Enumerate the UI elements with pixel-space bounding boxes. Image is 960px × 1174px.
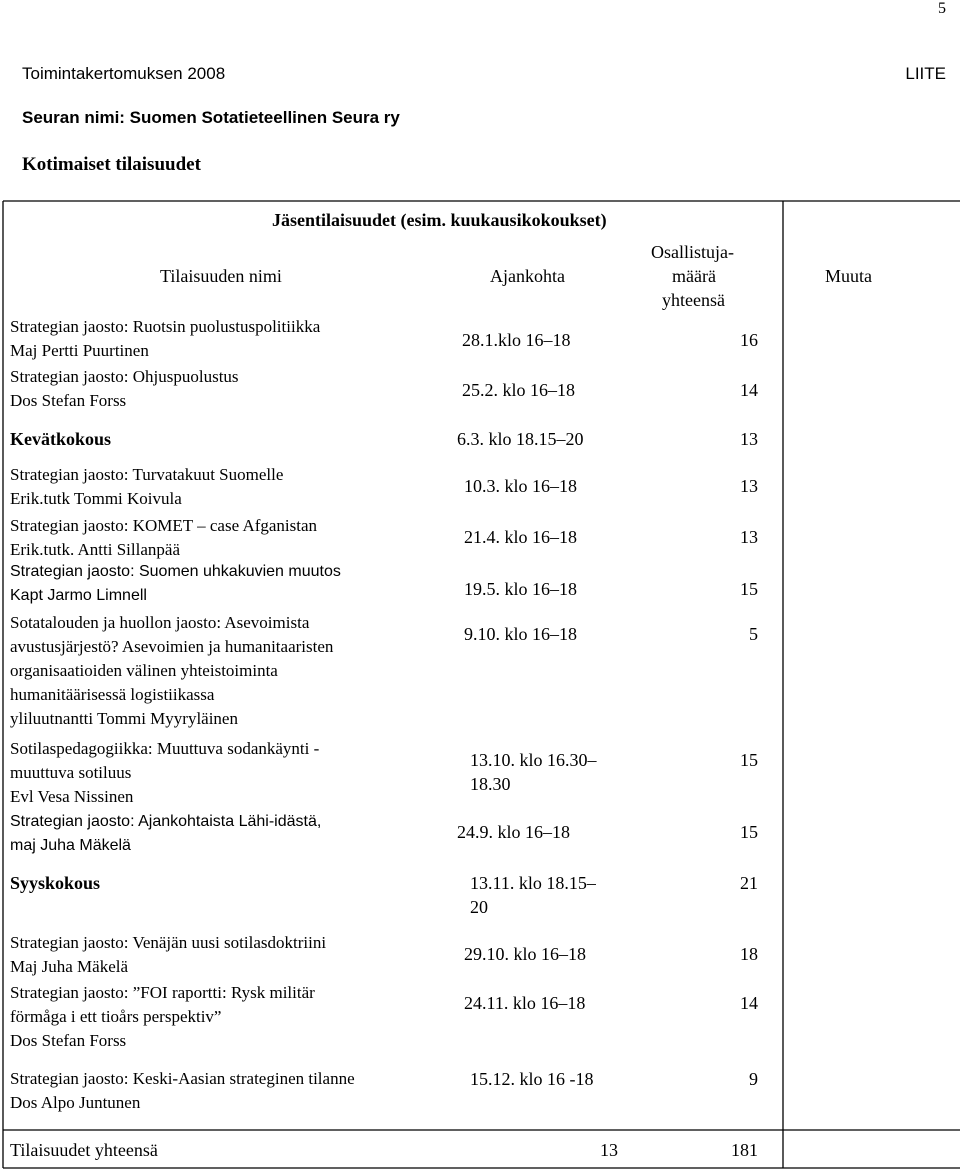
event-time: 19.5. klo 16–18 <box>464 579 578 599</box>
event-speaker: Kapt Jarmo Limnell <box>10 587 147 604</box>
table-row <box>10 611 333 731</box>
event-name: Sotilaspedagogiikka: Muuttuva sodankäynti - <box>10 739 320 758</box>
event-speaker: Dos Stefan Forss <box>10 391 127 410</box>
event-name: Strategian jaosto: Ruotsin puolustuspolitiikka <box>10 317 321 336</box>
event-time-line: 18.30 <box>470 774 511 794</box>
report-title: Toimintakertomuksen 2008 <box>22 64 226 83</box>
table-row <box>10 810 321 858</box>
column-header-notes: Muuta <box>825 266 872 286</box>
event-time: 15.12. klo 16 -18 <box>470 1069 594 1089</box>
table-top-header: Jäsentilaisuudet (esim. kuukausikokoukset) <box>272 210 607 230</box>
event-count: 14 <box>740 993 758 1013</box>
event-time-line: 20 <box>470 897 488 917</box>
column-header-count-1: Osallistuja- <box>651 242 734 262</box>
event-time: 24.9. klo 16–18 <box>457 822 571 842</box>
event-count: 18 <box>740 944 758 964</box>
event-description: humanitäärisessä logistiikassa <box>10 685 215 704</box>
total-participants: 181 <box>731 1140 758 1160</box>
table-row <box>10 1067 355 1115</box>
event-time: 25.2. klo 16–18 <box>462 380 576 400</box>
event-time: 29.10. klo 16–18 <box>464 944 587 964</box>
table-row <box>10 981 315 1053</box>
table-row <box>10 737 319 809</box>
event-count: 13 <box>740 527 758 547</box>
event-speaker: Evl Vesa Nissinen <box>10 787 134 806</box>
event-name: Strategian jaosto: ”FOI raportti: Rysk militär <box>10 983 315 1002</box>
event-name: Strategian jaosto: Keski-Aasian strateginen tilanne <box>10 1069 355 1088</box>
event-name: förmåga i ett tioårs perspektiv” <box>10 1007 222 1026</box>
event-time <box>470 748 597 796</box>
event-speaker: Dos Alpo Juntunen <box>10 1093 141 1112</box>
event-count: 13 <box>740 429 758 449</box>
event-speaker: yliluutnantti Tommi Myyryläinen <box>10 709 238 728</box>
event-speaker: Dos Stefan Forss <box>10 1031 127 1050</box>
event-count: 15 <box>740 750 758 770</box>
event-time: 10.3. klo 16–18 <box>464 476 578 496</box>
table-row <box>10 463 283 511</box>
event-description: organisaatioiden välinen yhteistoiminta <box>10 661 278 680</box>
event-name: Strategian jaosto: Venäjän uusi sotilasdoktriini <box>10 933 327 952</box>
event-description: avustusjärjestö? Asevoimien ja humanitaaristen <box>10 637 334 656</box>
event-time-line: 13.11. klo 18.15– <box>470 873 596 893</box>
society-name: Seuran nimi: Suomen Sotatieteellinen Seura ry <box>22 108 400 127</box>
table-row <box>10 365 239 413</box>
section-title: Kotimaiset tilaisuudet <box>22 154 201 175</box>
page-number: 5 <box>938 0 946 17</box>
event-speaker: Erik.tutk. Antti Sillanpää <box>10 540 180 559</box>
total-label: Tilaisuudet yhteensä <box>10 1140 158 1160</box>
table-row <box>10 560 341 608</box>
event-count: 14 <box>740 380 758 400</box>
event-name: Strategian jaosto: Ajankohtaista Lähi-idästä, <box>10 813 322 830</box>
event-count: 15 <box>740 822 758 842</box>
event-count: 13 <box>740 476 758 496</box>
event-time: 21.4. klo 16–18 <box>464 527 578 547</box>
event-time: 24.11. klo 16–18 <box>464 993 586 1013</box>
event-speaker: Maj Juha Mäkelä <box>10 957 129 976</box>
event-time-line: 13.10. klo 16.30– <box>470 750 597 770</box>
event-name: Strategian jaosto: Turvatakuut Suomelle <box>10 465 284 484</box>
event-time: 28.1.klo 16–18 <box>462 330 571 350</box>
event-name: Strategian jaosto: Ohjuspuolustus <box>10 367 239 386</box>
event-count: 15 <box>740 579 758 599</box>
column-header-count-2: määrä <box>672 266 716 286</box>
event-name: Strategian jaosto: Suomen uhkakuvien muutos <box>10 563 341 580</box>
event-name: Syyskokous <box>10 873 101 893</box>
table-row <box>10 315 320 363</box>
event-count: 16 <box>740 330 758 350</box>
event-count: 21 <box>740 873 758 893</box>
total-events: 13 <box>600 1140 618 1160</box>
event-speaker: Maj Pertti Puurtinen <box>10 341 149 360</box>
attachment-label: LIITE <box>905 64 946 83</box>
table-row <box>10 514 317 562</box>
table-row <box>10 931 326 979</box>
column-header-count-3: yhteensä <box>662 290 725 310</box>
event-speaker: Erik.tutk Tommi Koivula <box>10 489 182 508</box>
event-name: Strategian jaosto: KOMET – case Afganistan <box>10 516 318 535</box>
event-count: 9 <box>749 1069 758 1089</box>
event-time <box>470 871 596 919</box>
column-header-name: Tilaisuuden nimi <box>160 266 282 286</box>
event-time: 9.10. klo 16–18 <box>464 624 578 644</box>
event-count: 5 <box>749 624 758 644</box>
event-speaker: maj Juha Mäkelä <box>10 837 131 854</box>
event-name: Kevätkokous <box>10 429 112 449</box>
event-name: Sotatalouden ja huollon jaosto: Asevoimista <box>10 613 310 632</box>
event-name: muuttuva sotiluus <box>10 763 132 782</box>
event-time: 6.3. klo 18.15–20 <box>457 429 584 449</box>
column-header-time: Ajankohta <box>490 266 565 286</box>
